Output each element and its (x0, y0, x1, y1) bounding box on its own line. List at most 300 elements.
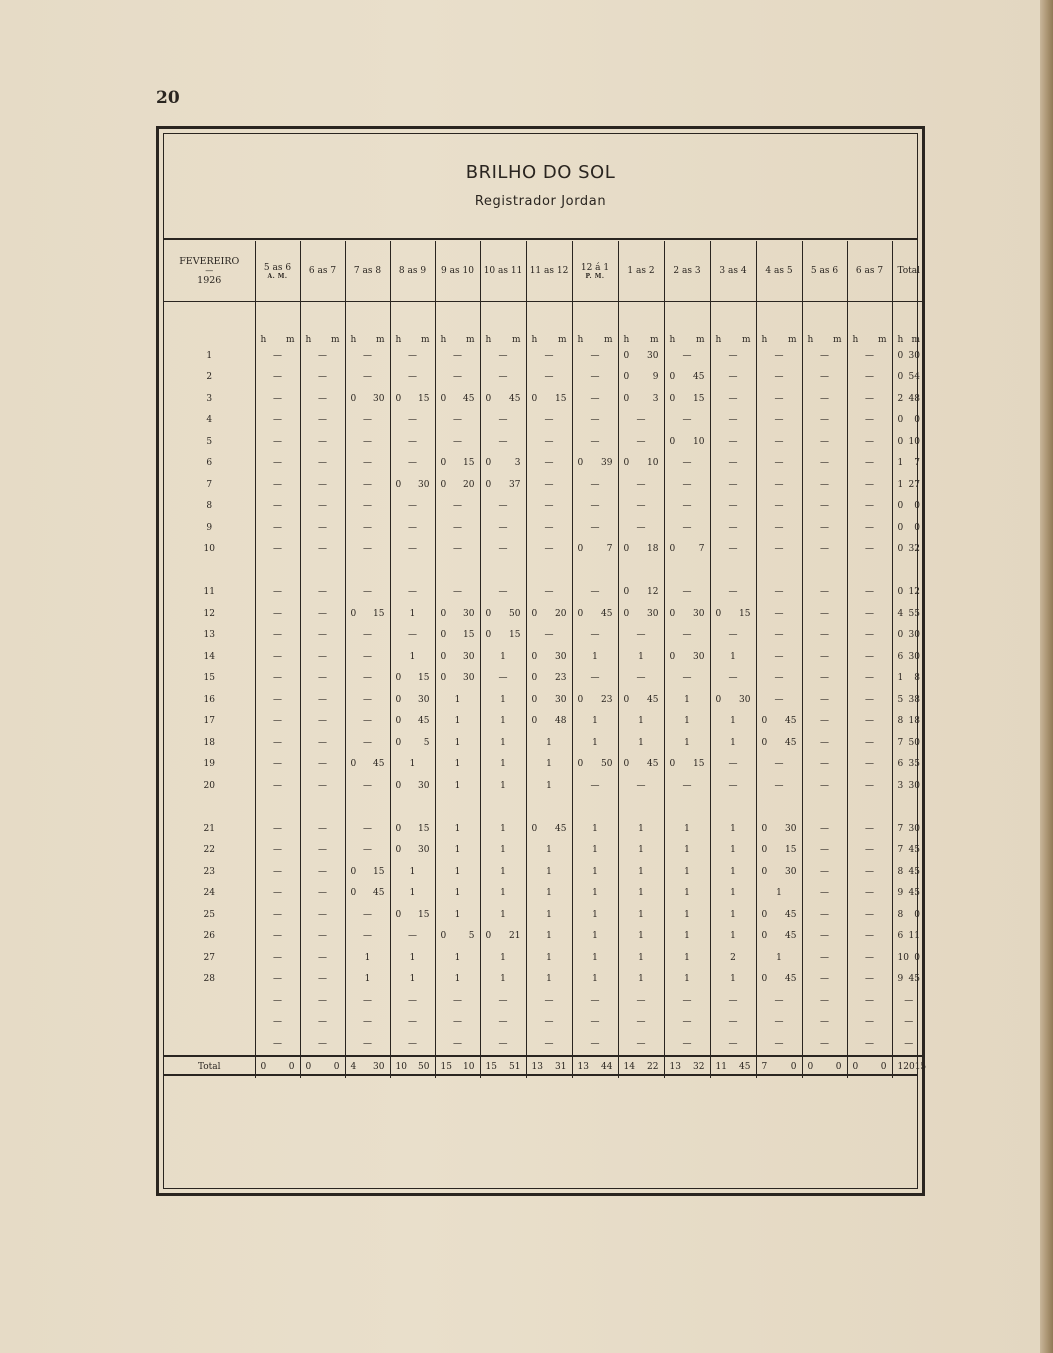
data-cell (480, 732, 526, 754)
cell-value: — (865, 694, 874, 705)
time-value (757, 845, 802, 855)
data-cell (802, 517, 847, 539)
time-value (893, 781, 926, 791)
column-label: Total (897, 266, 921, 276)
data-cell (618, 539, 664, 561)
cell-value: 1 (546, 845, 552, 856)
hours-value: 8 (897, 909, 904, 920)
data-cell (435, 732, 480, 754)
cell-value: 1 (638, 716, 644, 727)
cell-value: — (273, 952, 282, 963)
cell-value: — (318, 974, 327, 985)
minutes-value: 10 (693, 436, 705, 447)
hours-value: 0 (897, 630, 904, 641)
data-cell (756, 367, 802, 389)
cell-value: — (408, 350, 417, 361)
table-row (164, 496, 925, 518)
header-row (164, 241, 925, 302)
cell-value: — (408, 995, 417, 1006)
table-row (164, 388, 925, 410)
data-cell (480, 517, 526, 539)
cell-value: — (774, 1017, 784, 1028)
day-cell (164, 990, 255, 1012)
minutes-value: 0 (333, 1062, 340, 1073)
column-header (300, 241, 345, 302)
cell-value: — (363, 673, 372, 684)
data-cell (710, 689, 756, 711)
data-cell (618, 1012, 664, 1034)
cell-value: — (682, 458, 692, 469)
cell-value: — (865, 974, 874, 985)
cell-value: — (363, 651, 372, 662)
data-cell (480, 668, 526, 690)
minutes-value: 30 (908, 823, 920, 834)
time-value (893, 458, 926, 468)
time-value (391, 1062, 435, 1072)
minutes-value: 15 (418, 823, 430, 834)
data-cell (390, 840, 435, 862)
time-value (346, 394, 390, 404)
data-cell (300, 775, 345, 797)
time-value (711, 695, 756, 705)
spacer-cell (480, 560, 526, 582)
data-cell (526, 689, 572, 711)
minutes-value: 45 (785, 909, 797, 920)
cell-value: 1 (500, 716, 506, 727)
data-cell (390, 818, 435, 840)
cell-value: 1 (592, 866, 598, 877)
time-value (893, 738, 926, 748)
spacer-cell (164, 797, 255, 819)
data-cell (618, 367, 664, 389)
minutes-value: 10 (647, 458, 659, 469)
hours-value: 0 (440, 673, 447, 684)
data-cell (847, 582, 892, 604)
cell-value: 1 (638, 845, 644, 856)
cell-value: — (820, 372, 829, 383)
hours-value: 0 (350, 608, 357, 619)
cell-value: — (363, 458, 372, 469)
data-cell (390, 410, 435, 432)
hours-value: 0 (395, 694, 402, 705)
data-cell (435, 410, 480, 432)
data-cell (710, 668, 756, 690)
data-cell (255, 474, 300, 496)
data-cell (435, 818, 480, 840)
data-cell (710, 388, 756, 410)
spacer-cell (710, 797, 756, 819)
minutes-value: 30 (418, 694, 430, 705)
data-cell (526, 496, 572, 518)
time-value (893, 953, 926, 963)
data-cell (618, 711, 664, 733)
cell-value: — (318, 995, 327, 1006)
data-cell (526, 410, 572, 432)
data-cell (390, 496, 435, 518)
hours-value: 0 (852, 1062, 859, 1073)
minutes-value: 7 (606, 544, 613, 555)
data-cell (300, 947, 345, 969)
time-value (757, 824, 802, 834)
cell-value: — (318, 608, 327, 619)
cell-value: — (636, 630, 646, 641)
cell-value: — (408, 630, 417, 641)
minutes-value: 35 (908, 759, 920, 770)
units-pair (757, 335, 802, 345)
cell-value: — (774, 522, 784, 533)
cell-value: — (590, 673, 600, 684)
time-value (436, 458, 480, 468)
cell-value: — (498, 501, 508, 512)
separator-cell (618, 302, 664, 324)
cell-value: — (865, 372, 874, 383)
data-cell (255, 539, 300, 561)
cell-value: 1 (592, 651, 598, 662)
data-cell (756, 711, 802, 733)
spacer-cell (802, 560, 847, 582)
data-cell (710, 517, 756, 539)
data-cell (300, 1033, 345, 1056)
unit-minutes: m (285, 335, 295, 345)
data-cell (345, 926, 390, 948)
minutes-value: 45 (373, 888, 385, 899)
data-cell (480, 754, 526, 776)
time-value (893, 824, 926, 834)
day-cell: 23 (203, 866, 215, 877)
column-label: 6 as 7 (855, 266, 884, 276)
time-value (436, 931, 480, 941)
time-value (803, 1062, 847, 1072)
data-cell (847, 818, 892, 840)
data-cell (710, 1012, 756, 1034)
minutes-value: 0 (914, 952, 920, 963)
data-cell (435, 861, 480, 883)
data-cell (710, 775, 756, 797)
data-cell (572, 646, 618, 668)
data-cell (847, 775, 892, 797)
data-cell (526, 861, 572, 883)
minutes-value: 45 (908, 888, 920, 899)
column-label: 12 á 1 (580, 262, 610, 273)
cell-value: — (273, 587, 282, 598)
cell-value: — (728, 673, 738, 684)
data-cell (664, 474, 710, 496)
footer-rule (164, 1074, 917, 1076)
data-cell (390, 883, 435, 905)
cell-value: — (820, 780, 829, 791)
data-cell (847, 1012, 892, 1034)
minutes-value: 27 (908, 479, 920, 490)
data-cell (435, 689, 480, 711)
separator-cell (756, 302, 802, 324)
cell-value: 1 (454, 759, 461, 770)
data-cell (390, 453, 435, 475)
time-value (665, 652, 710, 662)
cell-value: — (363, 522, 372, 533)
day-cell: 19 (203, 759, 215, 770)
cell-value: — (636, 415, 646, 426)
cell-value: 1 (592, 909, 598, 920)
data-cell (572, 689, 618, 711)
units-pair (848, 335, 892, 345)
cell-value: — (318, 651, 327, 662)
units-cell (756, 324, 802, 346)
hours-value: 14 (623, 1062, 635, 1073)
data-cell (892, 775, 925, 797)
data-cell (255, 732, 300, 754)
cell-value: 1 (684, 974, 690, 985)
data-cell (892, 539, 925, 561)
data-cell (664, 947, 710, 969)
data-cell (345, 453, 390, 475)
data-cell (664, 388, 710, 410)
data-cell (435, 947, 480, 969)
data-cell (255, 453, 300, 475)
data-cell (345, 969, 390, 991)
cell-value: — (273, 931, 282, 942)
cell-value: — (728, 630, 738, 641)
minutes-value: 50 (601, 759, 613, 770)
data-cell (255, 345, 300, 367)
data-cell (710, 883, 756, 905)
cell-value: — (820, 909, 829, 920)
data-cell (572, 754, 618, 776)
day-cell: 10 (203, 544, 215, 555)
cell-value: — (728, 458, 738, 469)
cell-value: — (682, 780, 692, 791)
units-cell (526, 324, 572, 346)
unit-minutes: m (375, 335, 385, 345)
cell-value: 1 (638, 952, 644, 963)
data-cell (390, 689, 435, 711)
data-cell (526, 754, 572, 776)
cell-value: 1 (454, 888, 461, 899)
cell-value: — (865, 587, 874, 598)
time-value (893, 652, 926, 662)
data-cell (618, 689, 664, 711)
cell-value: 1 (684, 931, 690, 942)
data-cell (572, 345, 618, 367)
data-cell (618, 947, 664, 969)
spacer-cell (390, 797, 435, 819)
time-value (665, 437, 710, 447)
data-cell (892, 754, 925, 776)
data-cell (892, 1033, 925, 1056)
data-cell (710, 625, 756, 647)
cell-value: — (820, 759, 829, 770)
data-cell (572, 883, 618, 905)
cell-value: — (636, 780, 646, 791)
data-cell (390, 474, 435, 496)
data-cell (390, 754, 435, 776)
data-cell (255, 711, 300, 733)
time-value (893, 372, 926, 382)
table-row (164, 1012, 925, 1034)
time-value (346, 888, 390, 898)
hours-value: 0 (440, 630, 447, 641)
cell-value: — (774, 544, 784, 555)
time-value (527, 652, 572, 662)
day-cell: 5 (206, 436, 213, 447)
cell-value: — (318, 479, 327, 490)
cell-value: — (273, 458, 282, 469)
data-cell (756, 603, 802, 625)
column-header (572, 241, 618, 302)
hours-value: 0 (395, 737, 402, 748)
data-cell (572, 668, 618, 690)
spacer-cell (802, 797, 847, 819)
day-cell: 20 (203, 780, 215, 791)
minutes-value: 45 (785, 716, 797, 727)
data-cell (710, 453, 756, 475)
minutes-value: 45 (693, 372, 705, 383)
data-cell (435, 990, 480, 1012)
table-row (164, 431, 925, 453)
data-cell (390, 969, 435, 991)
hours-value: 0 (531, 393, 538, 404)
spacer-cell (572, 797, 618, 819)
data-cell (664, 689, 710, 711)
cell-value: — (408, 1038, 417, 1049)
data-cell (390, 1033, 435, 1056)
data-cell (572, 711, 618, 733)
time-value (619, 1062, 664, 1072)
data-cell (847, 754, 892, 776)
cell-value: — (318, 501, 327, 512)
hours-value: 0 (897, 587, 904, 598)
data-cell (390, 582, 435, 604)
minutes-value: 18 (647, 544, 659, 555)
column-header (710, 241, 756, 302)
column-label: 8 as 9 (398, 266, 427, 276)
units-cell (390, 324, 435, 346)
cell-value: — (865, 737, 874, 748)
data-cell (847, 689, 892, 711)
data-cell (255, 947, 300, 969)
separator-cell (300, 302, 345, 324)
data-cell (345, 431, 390, 453)
cell-value: — (453, 587, 462, 598)
cell-value: 1 (409, 759, 416, 770)
time-value (893, 673, 926, 683)
data-cell (756, 969, 802, 991)
data-cell (664, 1012, 710, 1034)
data-cell (710, 861, 756, 883)
data-cell (480, 453, 526, 475)
data-cell (572, 388, 618, 410)
spacer-cell (255, 797, 300, 819)
data-cell (664, 861, 710, 883)
cell-value: — (728, 479, 738, 490)
hours-value: 9 (897, 888, 904, 899)
time-value (893, 394, 926, 404)
data-cell (802, 603, 847, 625)
cell-value: — (498, 673, 508, 684)
hours-value: 0 (761, 931, 768, 942)
table-row (164, 732, 925, 754)
units-pair (527, 335, 572, 345)
time-value (893, 974, 926, 984)
cell-value: — (363, 479, 372, 490)
data-cell (572, 775, 618, 797)
column-header (526, 241, 572, 302)
day-cell: 28 (203, 974, 215, 985)
minutes-value: 0 (914, 501, 920, 512)
data-cell (756, 775, 802, 797)
cell-value: — (865, 608, 874, 619)
cell-value: — (774, 995, 784, 1006)
data-cell (345, 496, 390, 518)
minutes-value: 45 (463, 393, 475, 404)
hours-value: 0 (761, 974, 768, 985)
cell-value: — (728, 780, 738, 791)
data-cell (390, 668, 435, 690)
hours-value: 0 (440, 458, 447, 469)
data-cell (710, 496, 756, 518)
column-header (664, 241, 710, 302)
data-cell (480, 474, 526, 496)
separator-cell (572, 302, 618, 324)
cell-value: — (363, 1017, 372, 1028)
data-cell (802, 388, 847, 410)
time-value (711, 609, 756, 619)
cell-value: — (408, 544, 417, 555)
cell-value: 1 (454, 866, 461, 877)
minutes-value: 55 (908, 608, 920, 619)
table-row (164, 517, 925, 539)
data-cell (480, 1012, 526, 1034)
table-row (164, 689, 925, 711)
month-header (164, 241, 255, 302)
cell-value: 1 (546, 759, 552, 770)
minutes-value: 30 (908, 651, 920, 662)
data-cell (664, 711, 710, 733)
cell-value: — (865, 651, 874, 662)
cell-value: — (273, 909, 282, 920)
units-row (164, 324, 925, 346)
data-cell (892, 410, 925, 432)
hours-value: 5 (897, 694, 904, 705)
minutes-value: 15 (418, 393, 430, 404)
hours-value: 0 (761, 823, 768, 834)
data-cell (618, 926, 664, 948)
data-cell (618, 990, 664, 1012)
data-cell (802, 453, 847, 475)
unit-minutes: m (877, 335, 887, 345)
time-value (665, 394, 710, 404)
data-cell (756, 625, 802, 647)
minutes-value: 7 (914, 458, 920, 469)
cell-value: — (820, 501, 829, 512)
data-cell (802, 410, 847, 432)
cell-value: — (865, 522, 874, 533)
time-value (757, 974, 802, 984)
data-cell (390, 367, 435, 389)
spacer-cell (892, 797, 925, 819)
cell-value: — (363, 737, 372, 748)
data-cell (435, 969, 480, 991)
cell-value: — (408, 1017, 417, 1028)
data-cell (480, 818, 526, 840)
cell-value: — (363, 350, 372, 361)
column-header (892, 241, 925, 302)
cell-value: — (774, 630, 784, 641)
minutes-value: 23 (555, 673, 567, 684)
cell-value: — (774, 393, 784, 404)
hours-value: 0 (761, 909, 768, 920)
units-cell (480, 324, 526, 346)
data-cell (756, 453, 802, 475)
